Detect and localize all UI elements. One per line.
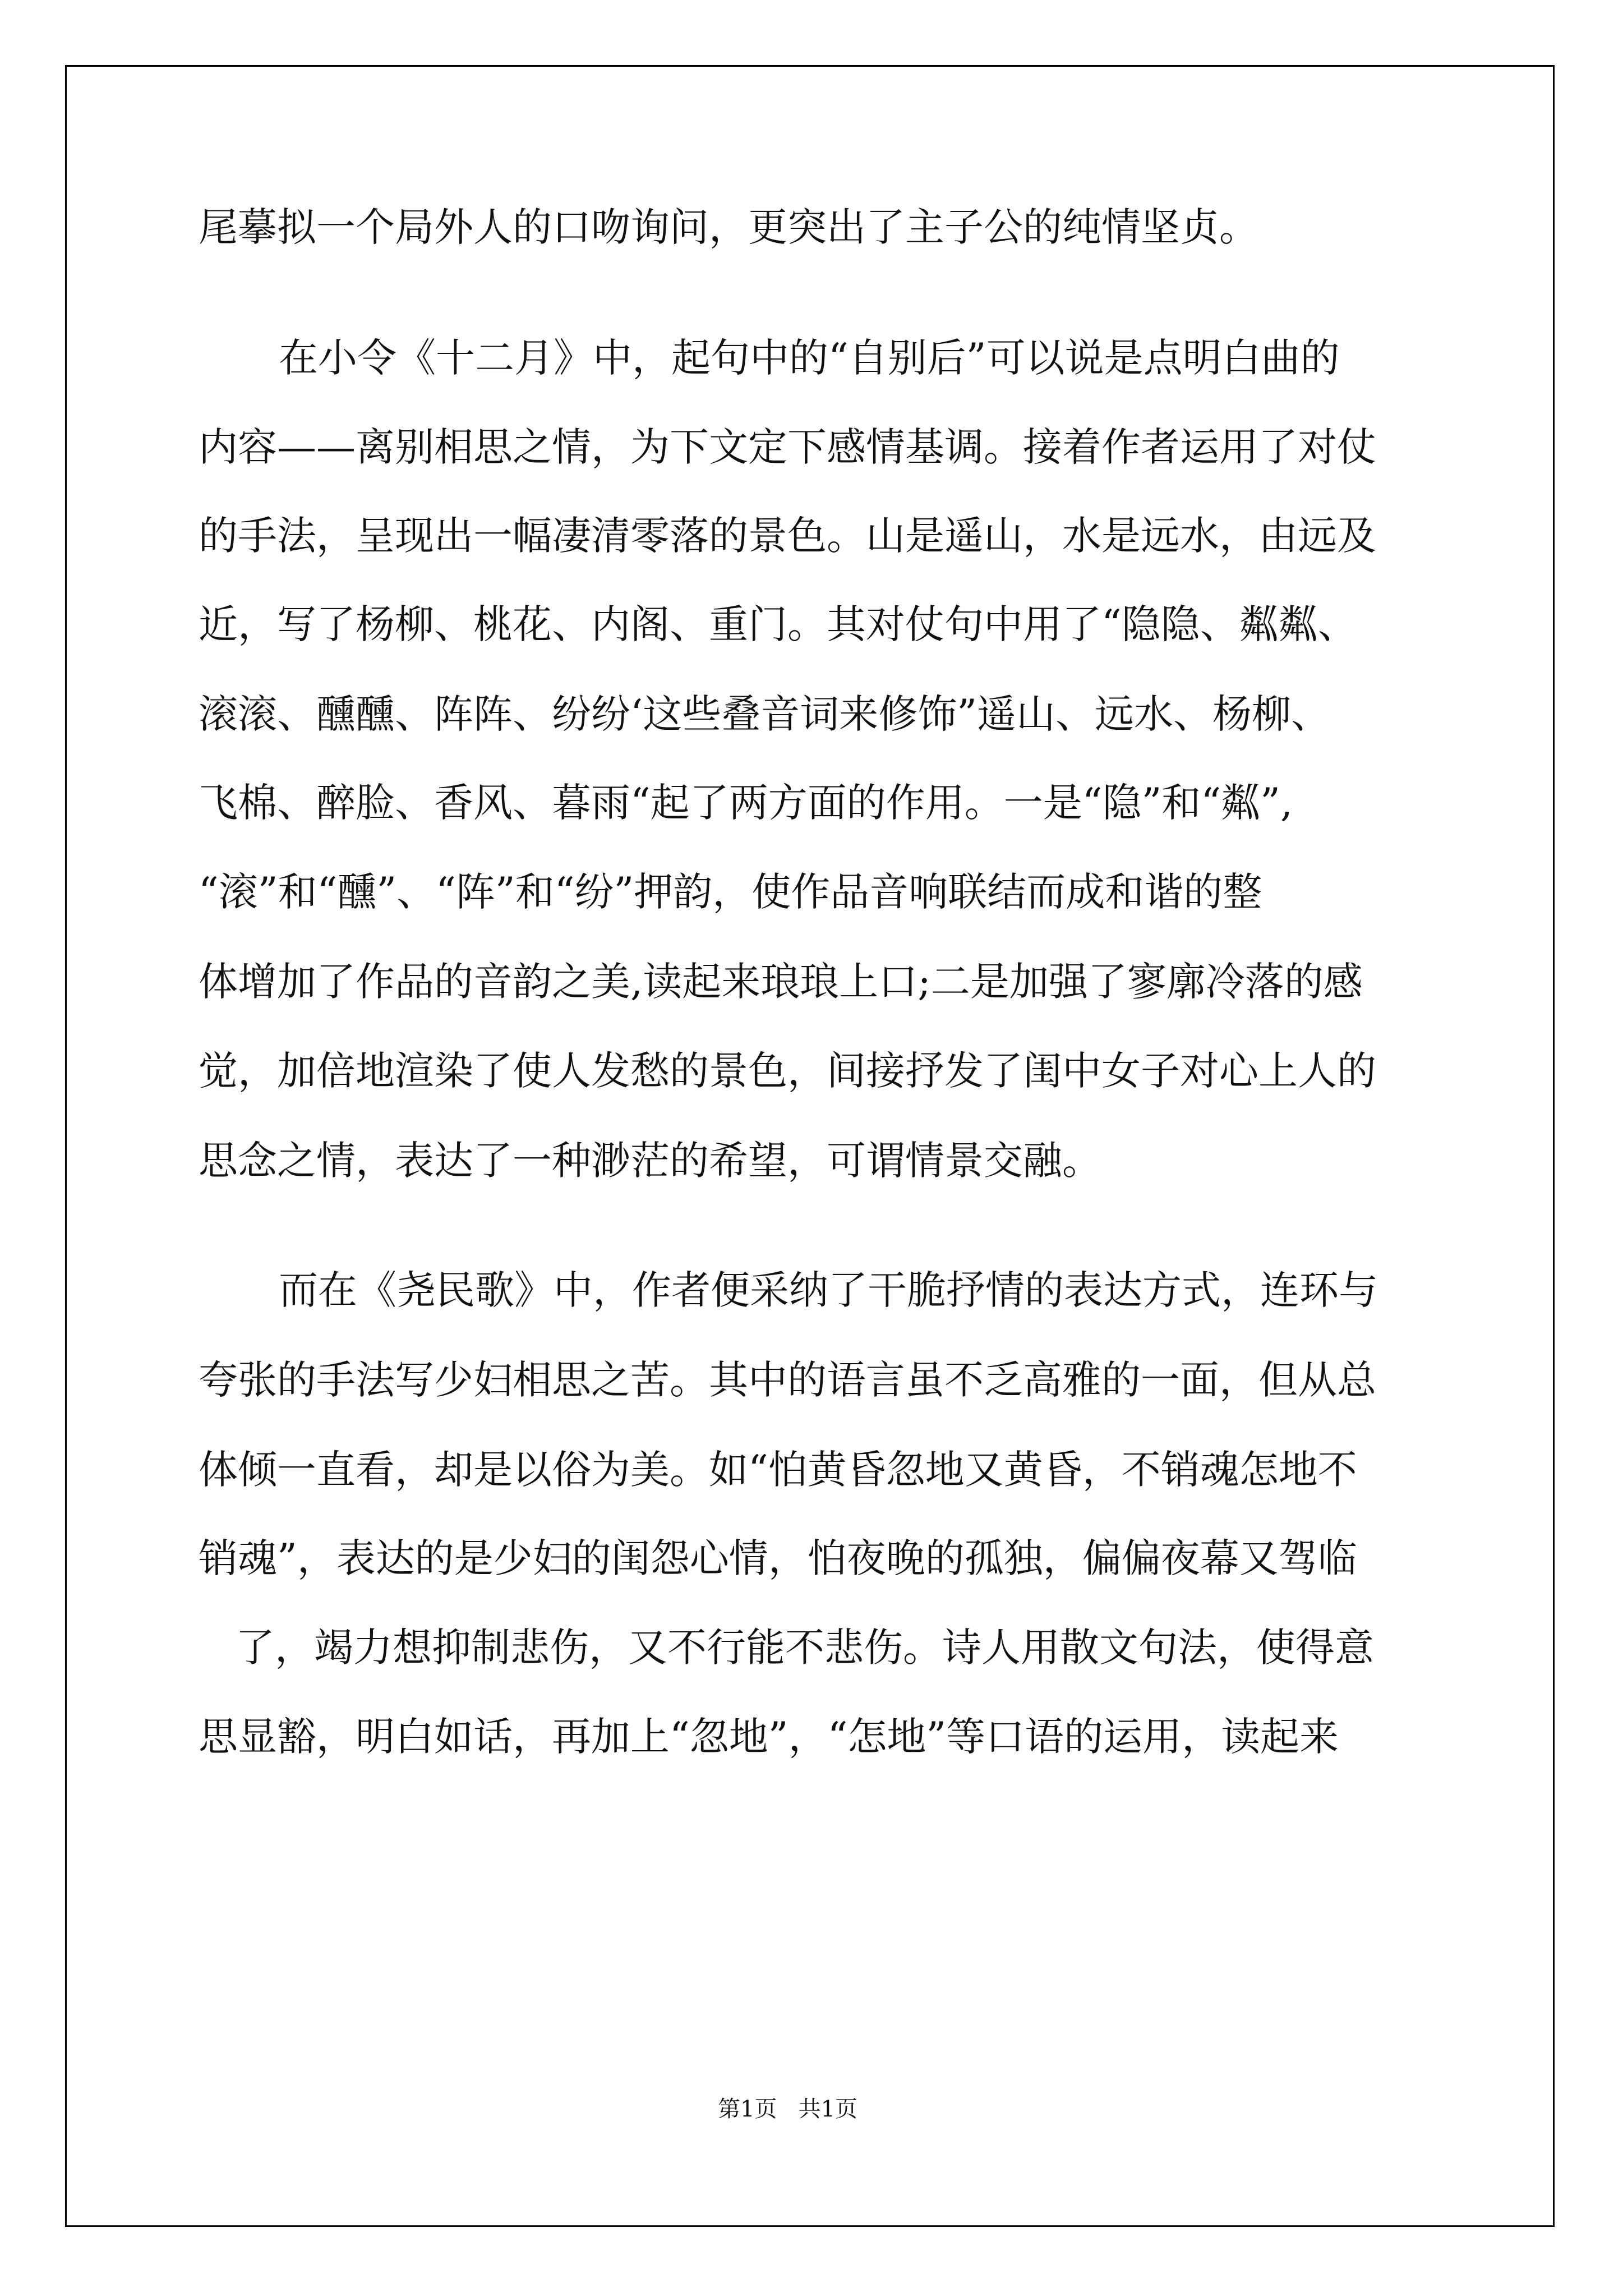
- text-line-14: 体倾一直看，却是以俗为美。如“怕黄昏忽地又黄昏，不销魂怎地不: [199, 1447, 1357, 1493]
- text-line-10: 觉，加倍地渲染了使人发愁的景色，间接抒发了闺中女子对心上人的: [199, 1048, 1376, 1094]
- page-footer: 第1页 共1页: [718, 2096, 858, 2122]
- text-line-4: 的手法，呈现出一幅凄清零落的景色。山是遥山，水是远水，由远及: [199, 513, 1376, 559]
- text-line-2: 在小令《十二月》中，起句中的“自别后”可以说是点明白曲的: [279, 335, 1340, 381]
- text-line-7: 飞棉、醉脸、香风、暮雨“起了两方面的作用。一是“隐”和“粼”,: [199, 780, 1293, 826]
- text-line-13: 夸张的手法写少妇相思之苦。其中的语言虽不乏高雅的一面，但从总: [199, 1357, 1376, 1403]
- text-line-17: 思显豁，明白如话，再加上“忽地”，“怎地”等口语的运用，读起来: [199, 1714, 1339, 1760]
- text-line-12: 而在《尧民歌》中，作者便采纳了干脆抒情的表达方式，连环与: [279, 1267, 1378, 1313]
- text-line-1: 尾摹拟一个局外人的口吻询问，更突出了主子公的纯情坚贞。: [199, 204, 1258, 250]
- text-line-9: 体增加了作品的音韵之美,读起来琅琅上口;二是加强了寥廓冷落的感: [199, 959, 1363, 1005]
- text-line-8: “滚”和“醺”、“阵”和“纷”押韵，使作品音响联结而成和谐的整: [199, 869, 1262, 915]
- text-line-11: 思念之情，表达了一种渺茫的希望，可谓情景交融。: [199, 1138, 1101, 1184]
- text-line-6: 滚滚、醺醺、阵阵、纷纷‘这些叠音词来修饰”遥山、远水、杨柳、: [199, 691, 1331, 737]
- text-line-16: 了，竭力想抑制悲伤，又不行能不悲伤。诗人用散文句法，使得意: [236, 1625, 1374, 1671]
- text-line-5: 近，写了杨柳、桃花、内阁、重门。其对仗句中用了“隐隐、粼粼、: [199, 601, 1357, 647]
- text-line-15: 销魂”，表达的是少妇的闺怨心情，怕夜晚的孤独，偏偏夜幕又驾临: [199, 1535, 1357, 1581]
- text-line-3: 内容——离别相思之情，为下文定下感情基调。接着作者运用了对仗: [199, 424, 1376, 470]
